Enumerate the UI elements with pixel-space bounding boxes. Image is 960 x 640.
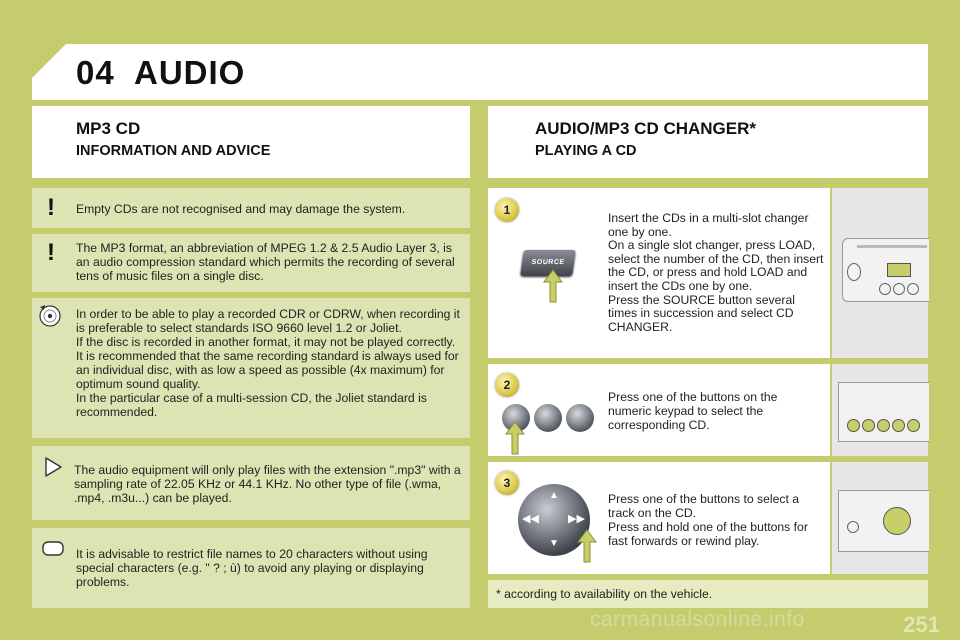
step-2-image-panel bbox=[832, 364, 928, 456]
watermark: carmanualsonline.info bbox=[590, 608, 805, 631]
note-text: It is advisable to restrict file names to 20 characters without using special characters (e.g. " ? ; ù) to avoid any playing or displaying problems. bbox=[76, 547, 428, 589]
cd-slot bbox=[857, 245, 927, 248]
note-recording-standard bbox=[32, 298, 470, 438]
step-1-image-panel bbox=[832, 188, 928, 358]
press-arrow-icon bbox=[576, 528, 598, 564]
step-2-panel bbox=[488, 364, 830, 456]
cd-icon bbox=[37, 302, 63, 328]
keypad-button bbox=[893, 283, 905, 295]
numeric-button bbox=[862, 419, 875, 432]
note-mp3-format bbox=[32, 234, 470, 292]
right-section-header bbox=[488, 106, 928, 178]
play-icon bbox=[40, 454, 66, 480]
note-text: The MP3 format, an abbreviation of MPEG 1.2 & 2.5 Audio Layer 3, is an audio compression standard which permits the recording of several tens of music files on a single disc. bbox=[76, 241, 455, 283]
footnote-text: * according to availability on the vehicle. bbox=[496, 587, 713, 601]
numeric-button bbox=[877, 419, 890, 432]
step-1-text: Insert the CDs in a multi-slot changer one by one. On a single slot changer, press LOAD, select the number of the CD, then insert the CD, or press and hold LOAD and insert the CDs one by one. Press the SOURCE button several times in succession and select CD CHANGER. bbox=[608, 211, 824, 334]
note-text: In order to be able to play a recorded CDR or CDRW, when recording it is preferable to select standards ISO 9660 level 1.2 or Joliet. If the disc is recorded in another format, it may not be played correctly. It is recommended that the same recording standard is always used for an individual disc, with as low a speed as possible (4x maximum) for optimum sound quality. In the particular case of a multi-session CD, the Joliet standard is recommended. bbox=[76, 307, 460, 419]
left-section-header bbox=[32, 106, 470, 178]
keypad-button bbox=[879, 283, 891, 295]
fast-forward-icon: ▶▶ bbox=[568, 513, 585, 525]
numeric-button bbox=[892, 419, 905, 432]
note-text: Empty CDs are not recognised and may damage the system. bbox=[76, 202, 406, 216]
keypad-button bbox=[907, 283, 919, 295]
radio-unit-illustration bbox=[842, 238, 929, 302]
source-button-label: SOURCE bbox=[531, 259, 566, 266]
step-number-badge: 1 bbox=[495, 198, 519, 222]
step-2-text: Press one of the buttons on the numeric keypad to select the corresponding CD. bbox=[608, 390, 778, 432]
step-3-panel bbox=[488, 462, 830, 574]
step-3-image-panel bbox=[832, 462, 928, 574]
display-icon bbox=[40, 536, 66, 562]
numeric-button bbox=[566, 404, 594, 432]
chapter-number: 04 bbox=[76, 54, 115, 91]
step-1-panel bbox=[488, 188, 830, 358]
radio-unit-illustration bbox=[838, 382, 929, 442]
step-3-text: Press one of the buttons to select a track on the CD. Press and hold one of the buttons for fast forwards or rewind play. bbox=[608, 492, 808, 548]
press-arrow-icon bbox=[542, 268, 564, 304]
numeric-button bbox=[847, 419, 860, 432]
knob bbox=[847, 521, 859, 533]
left-section-title: MP3 CD bbox=[76, 119, 141, 138]
radio-unit-illustration bbox=[838, 490, 929, 552]
exclamation-icon: ! bbox=[47, 239, 55, 266]
press-arrow-icon bbox=[504, 420, 526, 456]
note-empty-cds bbox=[32, 188, 470, 228]
numeric-button bbox=[534, 404, 562, 432]
up-arrow-icon: ▲ bbox=[549, 490, 559, 501]
note-mp3-extension bbox=[32, 446, 470, 520]
footnote-box bbox=[488, 580, 928, 608]
step-number-badge: 3 bbox=[495, 471, 519, 495]
right-section-title: AUDIO/MP3 CD CHANGER* bbox=[535, 119, 757, 138]
knob bbox=[847, 263, 861, 281]
navigation-dial-highlight bbox=[883, 507, 911, 535]
down-arrow-icon: ▼ bbox=[549, 538, 559, 549]
note-text: The audio equipment will only play files with the extension ".mp3" with a sampling rate of 22.05 KHz or 44.1 KHz. No other type of file (.wma, .mp4, .m3u...) can be played. bbox=[74, 463, 461, 505]
rewind-icon: ◀◀ bbox=[522, 513, 539, 525]
exclamation-icon: ! bbox=[47, 194, 55, 221]
chapter-title: AUDIO bbox=[134, 54, 246, 91]
source-button-highlight bbox=[887, 263, 911, 277]
right-section-subtitle: PLAYING A CD bbox=[535, 143, 637, 159]
note-file-names bbox=[32, 528, 470, 608]
left-section-subtitle: INFORMATION AND ADVICE bbox=[76, 143, 271, 159]
numeric-button bbox=[907, 419, 920, 432]
step-number-badge: 2 bbox=[495, 373, 519, 397]
page-number: 251 bbox=[903, 612, 940, 637]
